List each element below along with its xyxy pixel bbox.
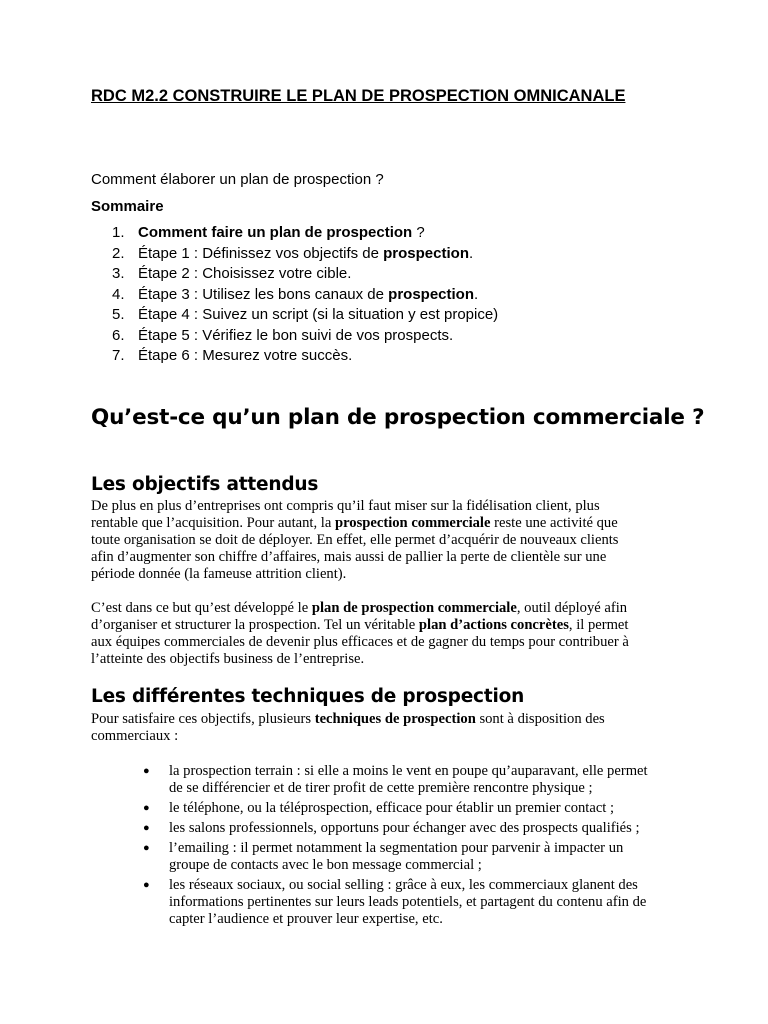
summary-item: 4. Étape 3 : Utilisez les bons canaux de prospection. (112, 285, 479, 303)
document-title: RDC M2.2 CONSTRUIRE LE PLAN DE PROSPECTION OMNICANALE (91, 87, 626, 105)
paragraph-objectifs-2: C’est dans ce but qu’est développé le plan de prospection commerciale, outil déployé afin d’organiser et structurer la prospection. Tel un véritable plan d’actions concrètes, il permet aux équipes commerciales de devenir plus efficaces et de gagner du temps pour contribuer à l’atteinte des objectifs business de l’entreprise. (91, 600, 629, 667)
summary-item: 1. Comment faire un plan de prospection ? (112, 224, 425, 241)
techniques-bullet-list (143, 763, 648, 931)
bullet-dot-icon: ● (143, 879, 150, 891)
bullet-item: ● le téléphone, ou la téléprospection, efficace pour établir un premier contact ; (143, 800, 615, 816)
bullet-dot-icon: ● (143, 802, 150, 814)
bullet-item: ● l’emailing : il permet notamment la segmentation pour parvenir à impacter un groupe de contacts avec le bon message commercial ; (143, 840, 624, 873)
paragraph-objectifs-1: De plus en plus d’entreprises ont compris qu’il faut miser sur la fidélisation client, plus rentable que l’acquisition. Pour autant, la prospection commerciale reste une activité que toute organisation se doit de déployer. En effet, elle permet d’acquérir de nouveaux clients afin d’augmenter son chiffre d’affaires, mais aussi de pallier la perte de clientèle sur une période donnée (la fameuse attrition client). (91, 498, 619, 582)
summary-item: 2. Étape 1 : Définissez vos objectifs de prospection. (112, 244, 474, 262)
summary-item: 7. Étape 6 : Mesurez votre succès. (112, 347, 353, 364)
summary-item: 3. Étape 2 : Choisissez votre cible. (112, 265, 352, 282)
intro-question: Comment élaborer un plan de prospection ? (91, 171, 384, 188)
section-heading-objectifs: Les objectifs attendus (91, 474, 319, 495)
bullet-dot-icon: ● (143, 842, 150, 854)
summary-item: 5. Étape 4 : Suivez un script (si la situation y est propice) (112, 306, 499, 323)
main-heading: Qu’est-ce qu’un plan de prospection commerciale ? (91, 405, 705, 430)
bullet-item: ● les salons professionnels, opportuns pour échanger avec des prospects qualifiés ; (143, 820, 640, 836)
bullet-item: ● la prospection terrain : si elle a moins le vent en poupe qu’auparavant, elle permet de se différencier et de tirer profit de cette première rencontre physique ; (143, 763, 648, 796)
summary-item: 6. Étape 5 : Vérifiez le bon suivi de vos prospects. (112, 326, 454, 344)
summary-list (112, 223, 498, 367)
section-heading-techniques: Les différentes techniques de prospection (91, 686, 525, 707)
bullet-item: ● les réseaux sociaux, ou social selling : grâce à eux, les commerciaux glanent des informations pertinentes sur leurs leads potentiels, et partagent du contenu afin de capter l’audience et prouver leur expertise, etc. (143, 877, 647, 927)
bullet-dot-icon: ● (143, 822, 150, 834)
paragraph-techniques: Pour satisfaire ces objectifs, plusieurs techniques de prospection sont à disposition des commerciaux : (91, 711, 605, 744)
summary-label: Sommaire (91, 198, 164, 215)
bullet-dot-icon: ● (143, 765, 150, 777)
